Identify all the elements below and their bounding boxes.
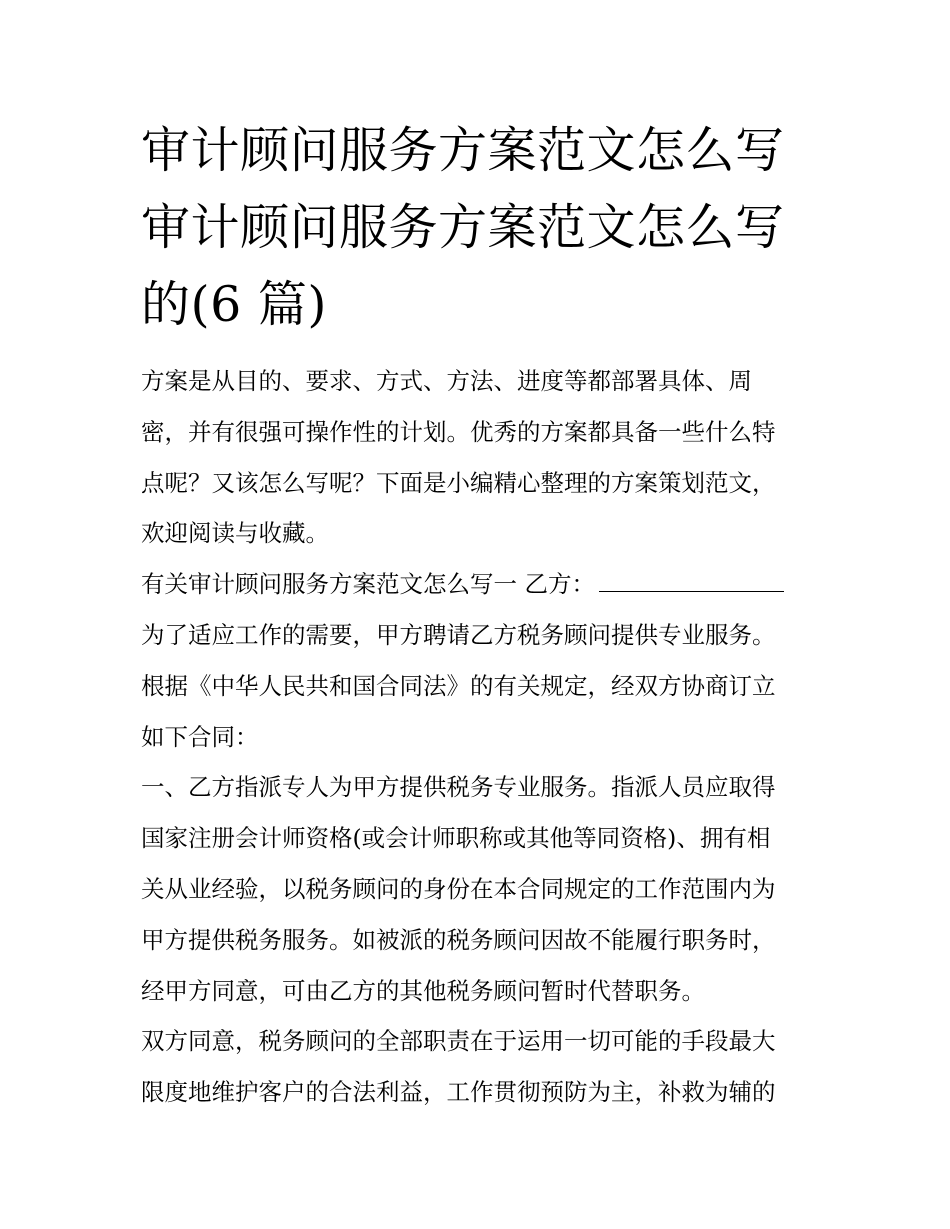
body-line: 根据《中华人民共和国合同法》的有关规定，经双方协商订立 xyxy=(141,671,776,700)
party-b-blank xyxy=(599,575,784,592)
body-line: 一、乙方指派专人为甲方提供税务专业服务。指派人员应取得 xyxy=(141,773,776,802)
body-line: 经甲方同意，可由乙方的其他税务顾问暂时代替职务。 xyxy=(141,976,705,1005)
body-line: 甲方提供税务服务。如被派的税务顾问因故不能履行职务时， xyxy=(141,925,776,954)
body-line: 为了适应工作的需要，甲方聘请乙方税务顾问提供专业服务。 xyxy=(141,620,776,649)
body-line: 如下合同： xyxy=(141,722,259,751)
document-title xyxy=(141,112,821,343)
title-line-1: 审计顾问服务方案范文怎么写 xyxy=(141,122,785,179)
body-line: 欢迎阅读与收藏。 xyxy=(141,519,329,548)
document-body xyxy=(141,356,821,1118)
body-line: 双方同意，税务顾问的全部职责在于运用一切可能的手段最大 xyxy=(141,1027,776,1056)
title-line-2: 审计顾问服务方案范文怎么写 xyxy=(141,199,785,256)
party-b-line xyxy=(141,559,821,610)
body-line: 方案是从目的、要求、方式、方法、进度等都部署具体、周 xyxy=(141,367,752,395)
body-line: 密，并有很强可操作性的计划。优秀的方案都具备一些什么特 xyxy=(141,417,776,446)
title-line-3: 的(6 篇) xyxy=(141,276,327,333)
body-line: 关从业经验，以税务顾问的身份在本合同规定的工作范围内为 xyxy=(141,874,776,903)
body-line: 国家注册会计师资格(或会计师职称或其他等同资格)、拥有相 xyxy=(141,824,771,853)
party-b-label: 有关审计顾问服务方案范文怎么写一 乙方： xyxy=(141,570,595,599)
body-line: 限度地维护客户的合法利益，工作贯彻预防为主，补救为辅的 xyxy=(141,1078,776,1107)
body-line: 点呢？又该怎么写呢？下面是小编精心整理的方案策划范文， xyxy=(141,468,776,497)
